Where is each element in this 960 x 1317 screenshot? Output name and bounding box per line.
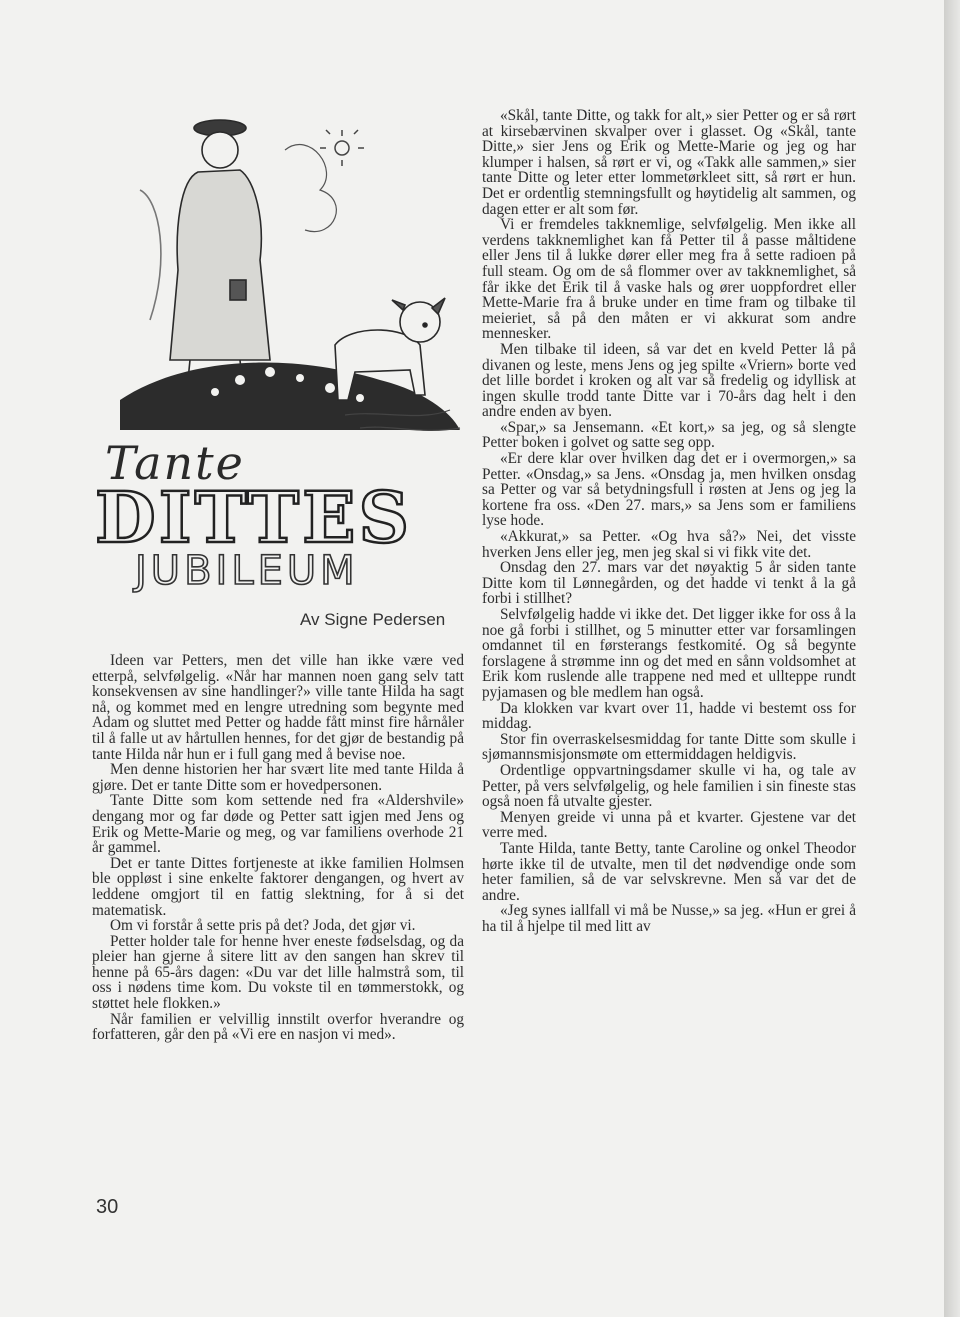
paragraph: Ideen var Petters, men det ville han ikke være ved etterpå, selvfølgelig. «Når har mannen noen gang selv tatt konsekvensen av sine handlinger?» ville tante Hilda ha sagt nå, og kommet med en lengre utredning som begynte med Adam og sluttet med Petter og hadde fått minst fire hårnåler til å falle ut av hårtullen hennes, for det gjør de bestandig på tante Hilda når hun er i full gang med å bevise noe. <box>92 652 464 763</box>
right-text-column <box>482 108 856 934</box>
paragraph: Vi er fremdeles takknemlige, selvfølgelig. Men ikke all verdens takknemlighet kan få Petter til å passe måltidene eller Jens til å lukke dører eller meg fra å sette radioen på full steam. Og om de så flommer over av takknemlighet, så får ikke det Erik til å vaske hals og ører uoppfordret eller Mette-Marie fra å bruke under en time fram og tilbake til meieriet, så på den måten er vi akkurat som andre mennesker. <box>482 216 856 343</box>
paragraph: Tante Ditte som kom settende ned fra «Aldershvile» dengang mor og far døde og Petter satt igjen med Jens og Erik og Mette-Marie og meg, og var familiens overhode 21 år gammel. <box>92 792 464 857</box>
sun-icon <box>320 130 364 166</box>
binding-gutter <box>944 0 960 1317</box>
paragraph: «Skål, tante Ditte, og takk for alt,» sier Petter og er så rørt at kirsebærvinen skvalper over i glasset. Og «Skål, tante Ditte,» sier Jens og Erik og Mette-Marie og jeg og har klumper i halsen, så rørt er vi, og «Takk alle sammen,» sier tante Ditte og leter etter lommetørkleet sitt, så rørt er hun. Det er ordentlig stemningsfullt og høytidelig alt sammen, og dagen etter er alt som før. <box>482 107 856 218</box>
paragraph: «Akkurat,» sa Petter. «Og hva så?» Nei, det visste hverken Jens eller jeg, men jeg skal si vi fikk vite det. <box>482 528 856 561</box>
title-line-tante: Tante <box>105 436 245 490</box>
illustration-woman-with-dog <box>120 110 470 440</box>
paragraph: Selvfølgelig hadde vi ikke det. Det ligger ikke for oss å la noe gå forbi i stillhet, og 5 minutter etter var forsamlingen omdannet til en førsterangs festkomité. Og så begynte forslagene å strømme inn og det med en sånn voldsomhet at Erik kom ruslende alle trappene ned med et ullteppe rundt pyjamasen og ble medlem han også. <box>482 606 856 701</box>
page-number: 30 <box>96 1196 119 1218</box>
paragraph: Om vi forstår å sette pris på det? Joda, det gjør vi. <box>110 917 416 935</box>
title-line-jubileum: JUBILEUM <box>135 548 359 594</box>
paragraph: Menyen greide vi unna på et kvarter. Gjestene var det verre med. <box>482 808 856 842</box>
paragraph: Stor fin overraskelsesmiddag for tante Ditte som skulle i sjømannsmisjonsmøte om ettermiddagen heldigvis. <box>482 730 856 764</box>
paragraph: «Er dere klar over hvilken dag det er i overmorgen,» sa Petter. «Onsdag,» sa Jens. «Onsdag ja, men hvilken onsdag sa Petter og var så betydningsfull i røsten at Jens og jeg la kortene fra oss. «Den 27. mars,» sa Jens som er familiens lyse hode. <box>482 450 856 530</box>
paragraph: Onsdag den 27. mars var det nøyaktig 5 år siden tante Ditte kom til Lønnegården, og det hadde vi tenkt å la gå forbi i stillhet? <box>482 559 856 608</box>
paragraph: Det er tante Dittes fortjeneste at ikke familien Holmsen ble oppløst i sine enkelte faktorer dengangen, og hvert av leddene omgjort til en fattig slektning, for å si det matematisk. <box>92 854 464 919</box>
paragraph: Men denne historien her har svært lite med tante Hilda å gjøre. Det er tante Ditte som er hovedpersonen. <box>92 761 464 794</box>
byline: Av Signe Pedersen <box>300 610 446 629</box>
paragraph: Petter holder tale for henne hver eneste fødselsdag, og da pleier han gjerne å sitere litt av den sangen han skrev til henne på 65-års dagen: «Du var det lille halmstrå som, til oss i nødens time kom. Du vokste til en tømmerstokk, og støttet hele flokken.» <box>92 932 464 1013</box>
paragraph: Når familien er velvillig innstilt overfor hverandre og forfatteren, går den på «Vi ere en nasjon vi med». <box>92 1010 464 1044</box>
left-text-column <box>92 653 464 1043</box>
paragraph: Ordentlige oppvartningsdamer skulle vi ha, og tale av Petter, på vers selvfølgelig, og hele familien i sin fineste stas også noen få utvalte gjester. <box>482 761 856 811</box>
title-line-dittes: DITTES <box>95 476 413 559</box>
paragraph: Men tilbake til ideen, så var det en kveld Petter lå på divanen og leste, mens Jens og jeg spilte «Vriern» borte ved det lille bordet i kroken og alt var så fredelig og idyllisk at ingen skulle trodd tante Ditte var i 70-års dag helt i den andre enden av byen. <box>482 340 856 421</box>
paragraph: «Jeg synes iallfall vi må be Nusse,» sa jeg. «Hun er grei å ha til å hjelpe til med litt av <box>482 902 856 935</box>
paragraph: Da klokken var kvart over 11, hadde vi bestemt oss for middag. <box>482 699 856 733</box>
paragraph: Tante Hilda, tante Betty, tante Caroline og onkel Theodor hørte ikke til de utvalte, men til det nødvendige onde som heter familien, så de var selvskrevne. Men så var det de andre. <box>482 839 856 904</box>
paragraph: «Spar,» sa Jensemann. «Et kort,» sa jeg, og så slengte Petter boken i golvet og satte seg opp. <box>482 418 856 452</box>
article-title <box>95 430 475 610</box>
